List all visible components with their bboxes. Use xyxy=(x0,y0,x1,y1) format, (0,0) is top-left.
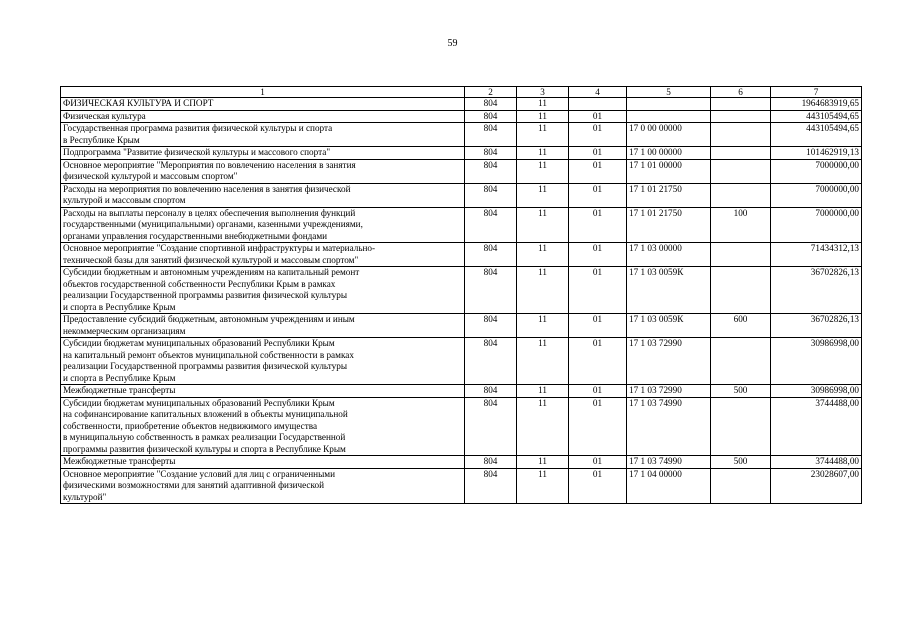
row-section-cell: 11 xyxy=(517,207,569,243)
table-row xyxy=(61,159,862,183)
row-expense-type-cell xyxy=(711,397,771,456)
column-header: 6 xyxy=(711,87,771,98)
row-sum-cell: 101462919,13 xyxy=(771,147,862,160)
row-expense-type-cell: 500 xyxy=(711,456,771,469)
table-row xyxy=(61,207,862,243)
table-body xyxy=(61,98,862,504)
row-section-cell: 11 xyxy=(517,468,569,504)
row-expense-type-cell xyxy=(711,98,771,111)
row-code-cell: 804 xyxy=(465,385,517,398)
row-sum-cell: 36702826,13 xyxy=(771,314,862,338)
table-header-row xyxy=(61,87,862,98)
row-subsection-cell: 01 xyxy=(569,147,627,160)
row-section-cell: 11 xyxy=(517,456,569,469)
row-subsection-cell: 01 xyxy=(569,397,627,456)
row-code-cell: 804 xyxy=(465,183,517,207)
row-expense-type-cell: 600 xyxy=(711,314,771,338)
row-code-cell: 804 xyxy=(465,110,517,123)
row-sum-cell: 30986998,00 xyxy=(771,385,862,398)
column-header: 1 xyxy=(61,87,465,98)
row-name-cell: Расходы на мероприятия по вовлечению населения в занятия физической культурой и массовым спортом xyxy=(61,183,465,207)
row-section-cell: 11 xyxy=(517,147,569,160)
row-expense-type-cell xyxy=(711,183,771,207)
row-target-article-cell: 17 1 03 72990 xyxy=(627,385,711,398)
row-section-cell: 11 xyxy=(517,98,569,111)
row-subsection-cell: 01 xyxy=(569,385,627,398)
column-header: 5 xyxy=(627,87,711,98)
row-expense-type-cell xyxy=(711,110,771,123)
row-subsection-cell: 01 xyxy=(569,207,627,243)
table-row xyxy=(61,468,862,504)
row-target-article-cell: 17 0 00 00000 xyxy=(627,123,711,147)
row-name-cell: Расходы на выплаты персоналу в целях обеспечения выполнения функций государственными (муниципальными) органами, казенными учреждениями, органами управления государственными внебюджетными фондами xyxy=(61,207,465,243)
row-name-cell: Основное мероприятие "Создание спортивной инфраструктуры и материально- технической базы для занятий физической культурой и массовым спортом" xyxy=(61,243,465,267)
table-row xyxy=(61,385,862,398)
row-subsection-cell: 01 xyxy=(569,468,627,504)
row-target-article-cell: 17 1 01 00000 xyxy=(627,159,711,183)
row-section-cell: 11 xyxy=(517,314,569,338)
row-expense-type-cell xyxy=(711,267,771,314)
row-section-cell: 11 xyxy=(517,243,569,267)
row-name-cell: Основное мероприятие "Мероприятия по вовлечению населения в занятия физической культурой и массовым спортом" xyxy=(61,159,465,183)
table-row xyxy=(61,397,862,456)
row-expense-type-cell xyxy=(711,159,771,183)
row-name-cell: Субсидии бюджетным и автономным учреждениям на капитальный ремонт объектов государственной собственности Республики Крым в рамках реализации Государственной программы развития физической культуры и спорта в Республике Крым xyxy=(61,267,465,314)
table-row xyxy=(61,456,862,469)
row-sum-cell: 36702826,13 xyxy=(771,267,862,314)
row-name-cell: Подпрограмма "Развитие физической культуры и массового спорта" xyxy=(61,147,465,160)
row-section-cell: 11 xyxy=(517,123,569,147)
row-code-cell: 804 xyxy=(465,159,517,183)
row-sum-cell: 443105494,65 xyxy=(771,110,862,123)
column-header: 2 xyxy=(465,87,517,98)
row-code-cell: 804 xyxy=(465,314,517,338)
row-sum-cell: 30986998,00 xyxy=(771,338,862,385)
row-code-cell: 804 xyxy=(465,123,517,147)
row-section-cell: 11 xyxy=(517,267,569,314)
row-name-cell: Государственная программа развития физической культуры и спорта в Республике Крым xyxy=(61,123,465,147)
table-row xyxy=(61,147,862,160)
row-sum-cell: 3744488,00 xyxy=(771,456,862,469)
row-name-cell: Субсидии бюджетам муниципальных образований Республики Крым на капитальный ремонт объектов муниципальной собственности в рамках реализации Государственной программы развития физической культуры и спорта в Республике Крым xyxy=(61,338,465,385)
row-subsection-cell: 01 xyxy=(569,456,627,469)
row-expense-type-cell xyxy=(711,123,771,147)
row-sum-cell: 71434312,13 xyxy=(771,243,862,267)
row-code-cell: 804 xyxy=(465,397,517,456)
table-row xyxy=(61,314,862,338)
row-name-cell: Физическая культура xyxy=(61,110,465,123)
row-target-article-cell: 17 1 03 0059К xyxy=(627,314,711,338)
row-target-article-cell xyxy=(627,110,711,123)
row-expense-type-cell: 100 xyxy=(711,207,771,243)
row-name-cell: Субсидии бюджетам муниципальных образований Республики Крым на софинансирование капитальных вложений в объекты муниципальной собственности, приобретение объектов недвижимого имущества в муниципальную собственность в рамках реализации Государственной программы развития физической культуры и спорта в Республике Крым xyxy=(61,397,465,456)
row-target-article-cell: 17 1 03 0059К xyxy=(627,267,711,314)
budget-table xyxy=(60,86,862,504)
row-target-article-cell: 17 1 00 00000 xyxy=(627,147,711,160)
row-subsection-cell xyxy=(569,98,627,111)
row-subsection-cell: 01 xyxy=(569,314,627,338)
row-code-cell: 804 xyxy=(465,338,517,385)
row-target-article-cell: 17 1 01 21750 xyxy=(627,207,711,243)
row-target-article-cell: 17 1 03 74990 xyxy=(627,397,711,456)
page-number: 59 xyxy=(447,38,458,49)
row-name-cell: Предоставление субсидий бюджетным, автономным учреждениям и иным некоммерческим организациям xyxy=(61,314,465,338)
row-subsection-cell: 01 xyxy=(569,338,627,385)
row-expense-type-cell xyxy=(711,468,771,504)
row-sum-cell: 23028607,00 xyxy=(771,468,862,504)
row-target-article-cell: 17 1 03 72990 xyxy=(627,338,711,385)
row-section-cell: 11 xyxy=(517,397,569,456)
column-header: 7 xyxy=(771,87,862,98)
row-subsection-cell: 01 xyxy=(569,243,627,267)
row-code-cell: 804 xyxy=(465,468,517,504)
row-sum-cell: 7000000,00 xyxy=(771,183,862,207)
table-row xyxy=(61,110,862,123)
row-name-cell: Основное мероприятие "Создание условий для лиц с ограниченными физическими возможностями для занятий адаптивной физической культурой" xyxy=(61,468,465,504)
row-section-cell: 11 xyxy=(517,159,569,183)
row-sum-cell: 1964683919,65 xyxy=(771,98,862,111)
row-target-article-cell: 17 1 01 21750 xyxy=(627,183,711,207)
row-sum-cell: 7000000,00 xyxy=(771,207,862,243)
row-subsection-cell: 01 xyxy=(569,183,627,207)
row-section-cell: 11 xyxy=(517,110,569,123)
row-subsection-cell: 01 xyxy=(569,123,627,147)
row-target-article-cell: 17 1 03 00000 xyxy=(627,243,711,267)
table-row xyxy=(61,123,862,147)
row-code-cell: 804 xyxy=(465,267,517,314)
table-row xyxy=(61,98,862,111)
table-row xyxy=(61,338,862,385)
row-subsection-cell: 01 xyxy=(569,159,627,183)
table-row xyxy=(61,267,862,314)
row-code-cell: 804 xyxy=(465,456,517,469)
row-target-article-cell: 17 1 03 74990 xyxy=(627,456,711,469)
row-target-article-cell: 17 1 04 00000 xyxy=(627,468,711,504)
row-name-cell: Межбюджетные трансферты xyxy=(61,385,465,398)
table-row xyxy=(61,183,862,207)
row-name-cell: ФИЗИЧЕСКАЯ КУЛЬТУРА И СПОРТ xyxy=(61,98,465,111)
row-expense-type-cell xyxy=(711,147,771,160)
row-expense-type-cell xyxy=(711,338,771,385)
row-section-cell: 11 xyxy=(517,338,569,385)
row-expense-type-cell xyxy=(711,243,771,267)
row-sum-cell: 7000000,00 xyxy=(771,159,862,183)
row-subsection-cell: 01 xyxy=(569,267,627,314)
row-subsection-cell: 01 xyxy=(569,110,627,123)
row-code-cell: 804 xyxy=(465,98,517,111)
row-section-cell: 11 xyxy=(517,183,569,207)
row-name-cell: Межбюджетные трансферты xyxy=(61,456,465,469)
row-code-cell: 804 xyxy=(465,243,517,267)
row-expense-type-cell: 500 xyxy=(711,385,771,398)
row-code-cell: 804 xyxy=(465,147,517,160)
table-row xyxy=(61,243,862,267)
row-target-article-cell xyxy=(627,98,711,111)
column-header: 3 xyxy=(517,87,569,98)
column-header: 4 xyxy=(569,87,627,98)
row-sum-cell: 3744488,00 xyxy=(771,397,862,456)
row-code-cell: 804 xyxy=(465,207,517,243)
row-section-cell: 11 xyxy=(517,385,569,398)
row-sum-cell: 443105494,65 xyxy=(771,123,862,147)
